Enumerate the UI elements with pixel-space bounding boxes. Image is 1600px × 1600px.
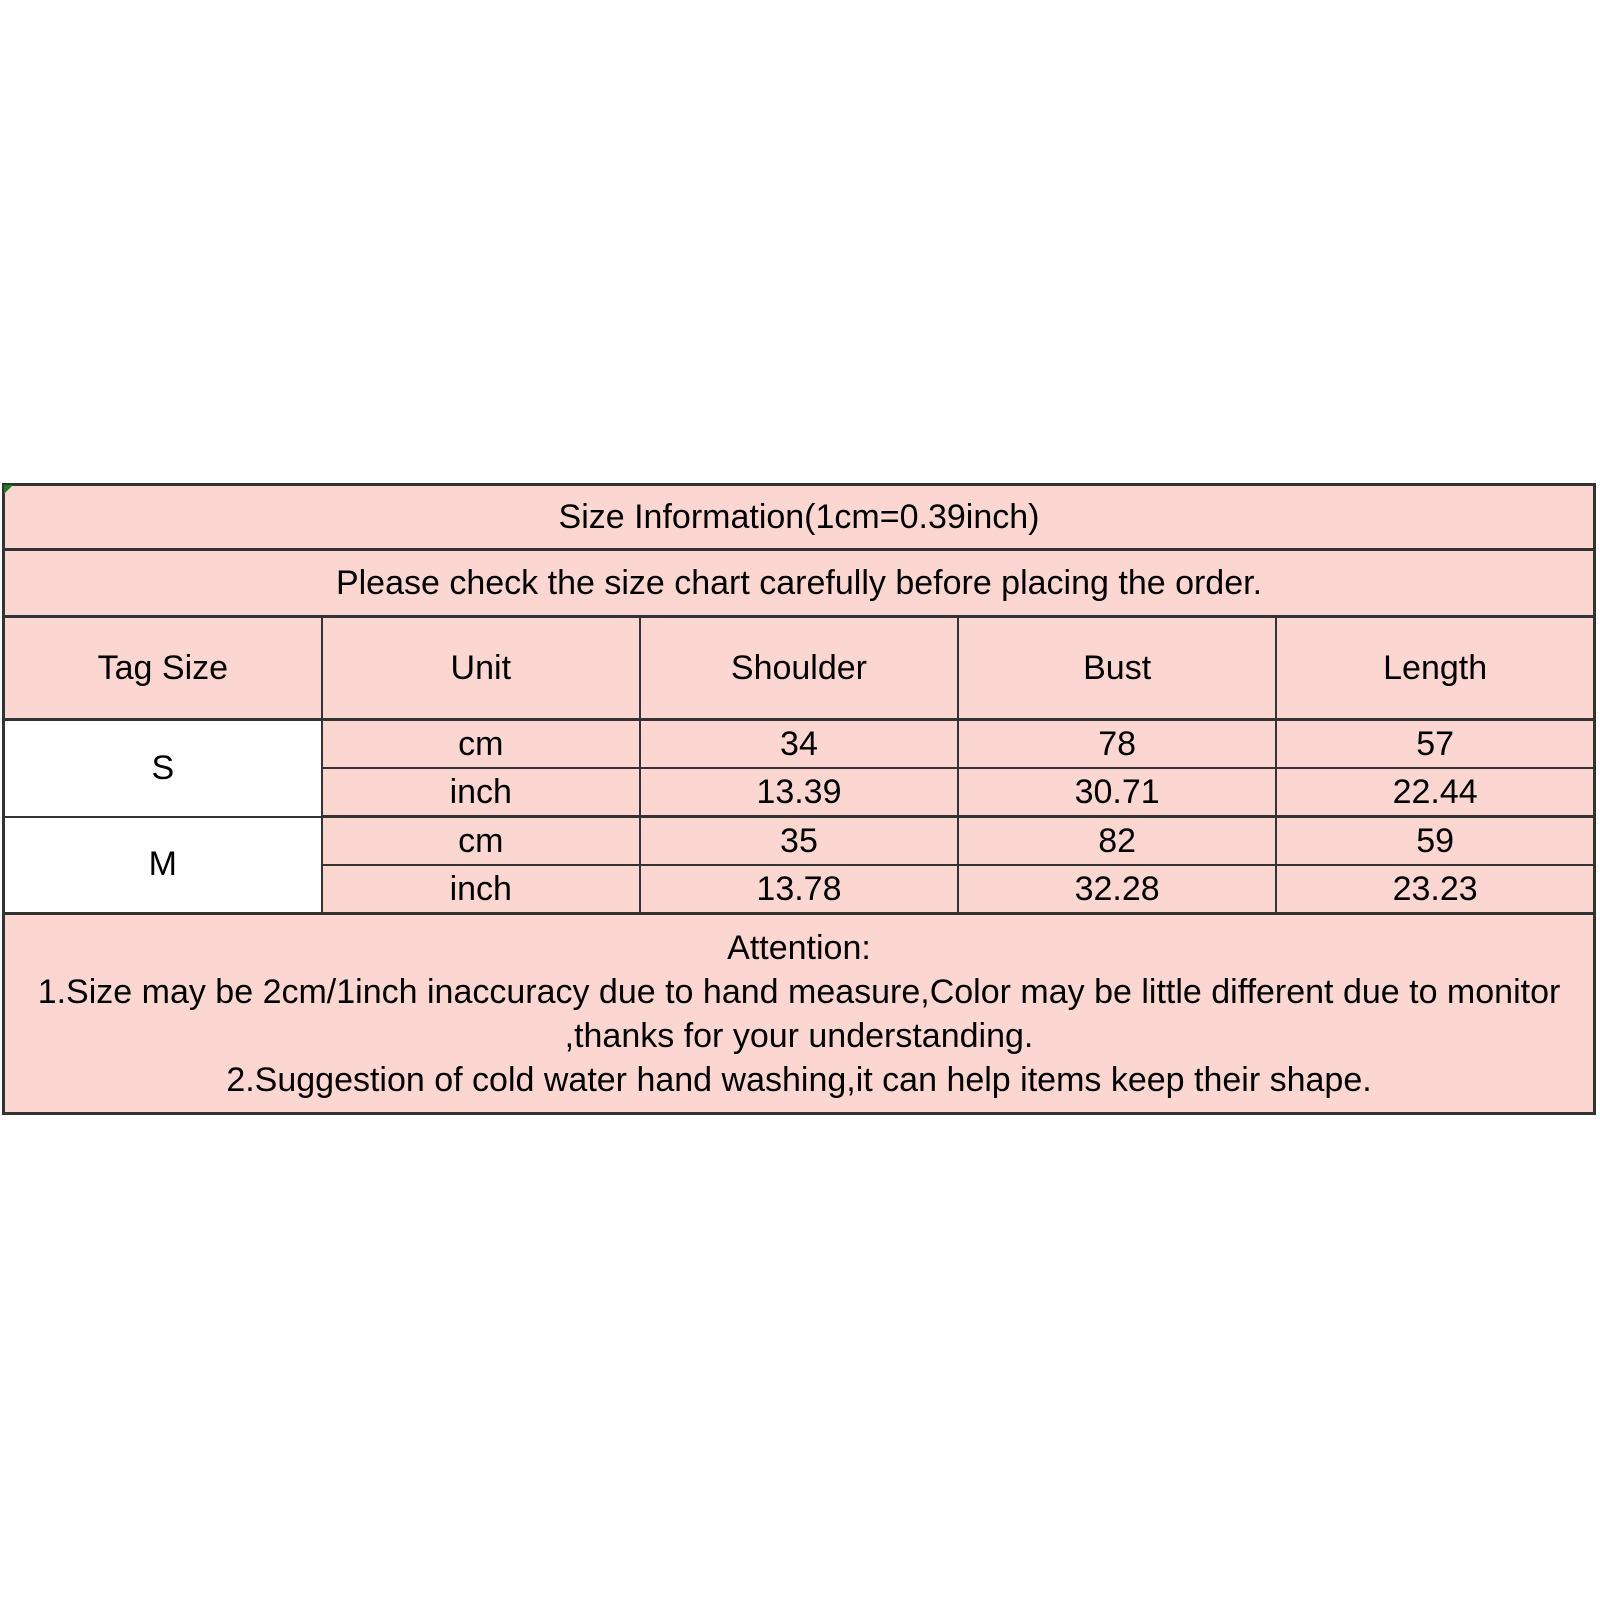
attention-heading: Attention: — [727, 928, 871, 967]
subtitle-row — [4, 550, 1595, 617]
title-row — [4, 485, 1595, 550]
attention-note-1: 1.Size may be 2cm/1inch inaccuracy due to hand measure,Color may be little different due to monitor — [37, 972, 1561, 1011]
table-subtitle: Please check the size chart carefully before placing the order. — [4, 550, 1595, 617]
unit-cell-m-cm: cm — [322, 817, 640, 866]
col-header-bust: Bust — [958, 617, 1276, 720]
unit-cell-m-inch: inch — [322, 865, 640, 914]
unit-cell-s-inch: inch — [322, 768, 640, 817]
tag-size-m: M — [4, 817, 322, 914]
attention-row — [4, 914, 1595, 1114]
value-s-inch-shoulder: 13.39 — [640, 768, 958, 817]
value-s-cm-bust: 78 — [958, 720, 1276, 769]
size-s-cm-row — [4, 720, 1595, 769]
attention-note-1-continued: ,thanks for your understanding. — [564, 1016, 1034, 1055]
column-header-row — [4, 617, 1595, 720]
value-m-inch-bust: 32.28 — [958, 865, 1276, 914]
value-m-inch-shoulder: 13.78 — [640, 865, 958, 914]
col-header-tag-size: Tag Size — [4, 617, 322, 720]
value-s-cm-length: 57 — [1276, 720, 1594, 769]
value-s-cm-shoulder: 34 — [640, 720, 958, 769]
tag-size-s: S — [4, 720, 322, 817]
size-m-cm-row — [4, 817, 1595, 866]
col-header-shoulder: Shoulder — [640, 617, 958, 720]
unit-cell-s-cm: cm — [322, 720, 640, 769]
col-header-unit: Unit — [322, 617, 640, 720]
value-m-cm-shoulder: 35 — [640, 817, 958, 866]
col-header-length: Length — [1276, 617, 1594, 720]
table-title: Size Information(1cm=0.39inch) — [4, 485, 1595, 550]
value-m-cm-length: 59 — [1276, 817, 1594, 866]
size-chart-table — [2, 483, 1596, 1115]
attention-block — [4, 914, 1595, 1114]
attention-note-2: 2.Suggestion of cold water hand washing,it can help items keep their shape. — [226, 1060, 1372, 1099]
value-s-inch-length: 22.44 — [1276, 768, 1594, 817]
value-m-inch-length: 23.23 — [1276, 865, 1594, 914]
green-triangle-marker-icon — [4, 485, 13, 494]
value-s-inch-bust: 30.71 — [958, 768, 1276, 817]
value-m-cm-bust: 82 — [958, 817, 1276, 866]
